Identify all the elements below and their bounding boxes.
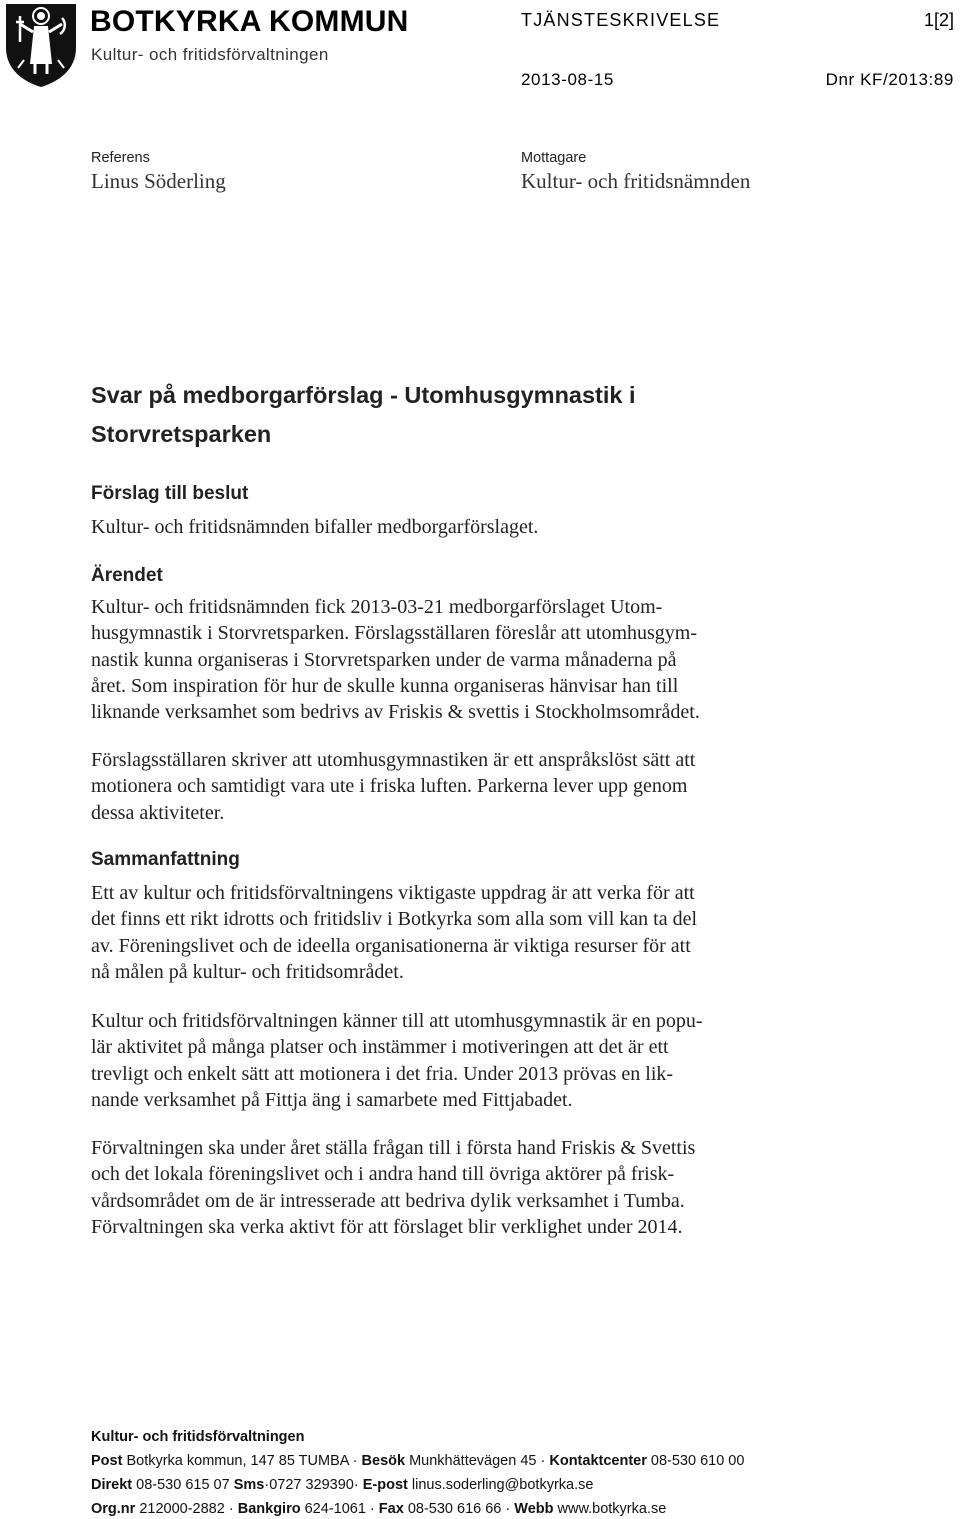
text-line: vårdsområdet om de är intresserade att bedriva dylik verksamhet i Tumba.: [91, 1189, 685, 1212]
footer-bankgiro-label: Bankgiro: [237, 1501, 301, 1517]
reference-label: Referens: [91, 150, 150, 166]
document-dnr: Dnr KF/2013:89: [825, 70, 954, 89]
paragraph-sammanfattning-3: [91, 1135, 695, 1240]
page-number: 1[2]: [923, 10, 954, 30]
section-heading-arendet: Ärendet: [91, 565, 163, 586]
text-line: nande verksamhet på Fittja äng i samarbete med Fittjabadet.: [91, 1088, 573, 1111]
text-line: nå målen på kultur- och fritidsområdet.: [91, 960, 404, 983]
text-line: lär aktivitet på många platser och instämmer i motiveringen att det är ett: [91, 1036, 669, 1059]
text-line: Kultur- och fritidsnämnden fick 2013-03-21 medborgarförslaget Utom-: [91, 596, 663, 618]
footer-visit-value: Munkhättevägen 45: [409, 1453, 537, 1469]
footer-email-label: E-post: [362, 1477, 408, 1493]
title-line: Svar på medborgarförslag - Utomhusgymnastik i: [91, 382, 636, 408]
footer-line-contact: [91, 1477, 593, 1493]
footer-separator: ·: [505, 1501, 511, 1517]
text-line: motionera och samtidigt vara ute i friska luften. Parkerna lever upp genom: [91, 775, 688, 798]
footer-email-value[interactable]: linus.soderling@botkyrka.se: [411, 1477, 594, 1493]
text-line: Kultur- och fritidsnämnden bifaller medborgarförslaget.: [91, 516, 539, 538]
org-department: Kultur- och fritidsförvaltningen: [91, 45, 329, 64]
text-line: Förvaltningen ska verka aktivt för att förslaget blir verklighet under 2014.: [91, 1215, 683, 1238]
footer-contact-label: Kontaktcenter: [549, 1453, 647, 1469]
recipient-value: Kultur- och fritidsnämnden: [521, 169, 751, 193]
footer-fax-label: Fax: [378, 1501, 404, 1517]
footer-orgnr-label: Org.nr: [91, 1501, 136, 1517]
footer-separator: ·: [353, 1477, 359, 1493]
text-line: Ett av kultur och fritidsförvaltningens viktigaste uppdrag är att verka för att: [91, 882, 695, 904]
text-line: och det lokala föreningslivet och i andra hand till övriga aktörer på frisk-: [91, 1163, 675, 1186]
text-line: året. Som inspiration för hur de skulle kunna organiseras hänvisar han till: [91, 674, 679, 697]
footer-post-value: Botkyrka kommun, 147 85 TUMBA: [126, 1453, 349, 1469]
footer-sms-label: Sms: [233, 1477, 265, 1493]
footer-direct-label: Direkt: [91, 1477, 133, 1493]
title-line: Storvretsparken: [91, 421, 272, 447]
section-heading-beslut: Förslag till beslut: [91, 483, 249, 504]
footer-direct-value: 08-530 615 07: [136, 1477, 230, 1493]
footer-web-value[interactable]: www.botkyrka.se: [557, 1501, 667, 1517]
footer-separator: ·: [369, 1501, 375, 1517]
footer-fax-value: 08-530 616 66: [407, 1501, 502, 1517]
paragraph-sammanfattning-2: [91, 1008, 703, 1113]
footer-separator: ·: [228, 1501, 234, 1517]
text-line: liknande verksamhet som bedrivs av Friskis & svettis i Stockholmsområdet.: [91, 701, 700, 724]
document-date: 2013-08-15: [521, 70, 614, 89]
paragraph-beslut: [91, 514, 538, 540]
footer-separator: ·: [540, 1453, 546, 1469]
footer-department: Kultur- och fritidsförvaltningen: [91, 1429, 305, 1445]
document-type: TJÄNSTESKRIVELSE: [521, 10, 721, 30]
text-line: trevligt och enkelt sätt att motionera i det fria. Under 2013 prövas en lik-: [91, 1062, 674, 1085]
footer-separator: ·: [352, 1453, 358, 1469]
footer-post-label: Post: [91, 1453, 123, 1469]
recipient-label: Mottagare: [521, 150, 587, 166]
text-line: husgymnastik i Storvretsparken. Förslagsställaren föreslår att utomhusgym-: [91, 622, 698, 645]
footer-sms-value: 0727 329390: [269, 1477, 354, 1493]
footer-line-org: [91, 1501, 666, 1517]
paragraph-arendet-2: [91, 747, 695, 826]
municipality-coat-of-arms-logo: [4, 2, 78, 88]
footer-web-label: Webb: [514, 1501, 554, 1517]
reference-value: Linus Söderling: [91, 169, 226, 193]
section-heading-sammanfattning: Sammanfattning: [91, 849, 240, 870]
footer-bankgiro-value: 624-1061: [304, 1501, 366, 1517]
text-line: Kultur och fritidsförvaltningen känner till att utomhusgymnastik är en popu-: [91, 1010, 703, 1032]
footer-separator: ·: [264, 1477, 270, 1493]
footer-line-address: [91, 1453, 744, 1469]
text-line: det finns ett rikt idrotts och fritidsliv i Botkyrka som alla som vill kan ta del: [91, 908, 698, 931]
footer-orgnr-value: 212000-2882: [139, 1501, 225, 1517]
text-line: dessa aktiviteter.: [91, 801, 225, 824]
text-line: Förvaltningen ska under året ställa frågan till i första hand Friskis & Svettis: [91, 1137, 696, 1159]
paragraph-arendet-1: [91, 594, 700, 725]
document-title: [91, 376, 811, 454]
text-line: nastik kunna organiseras i Storvretsparken under de varma månaderna på: [91, 648, 677, 671]
footer-visit-label: Besök: [361, 1453, 406, 1469]
text-line: Förslagsställaren skriver att utomhusgymnastiken är ett anspråkslöst sätt att: [91, 749, 696, 771]
paragraph-sammanfattning-1: [91, 880, 697, 985]
text-line: av. Föreningslivet och de ideella organisationerna är viktiga resurser för att: [91, 934, 691, 957]
footer-contact-value: 08-530 610 00: [650, 1453, 745, 1469]
org-name: BOTKYRKA KOMMUN: [90, 5, 409, 38]
